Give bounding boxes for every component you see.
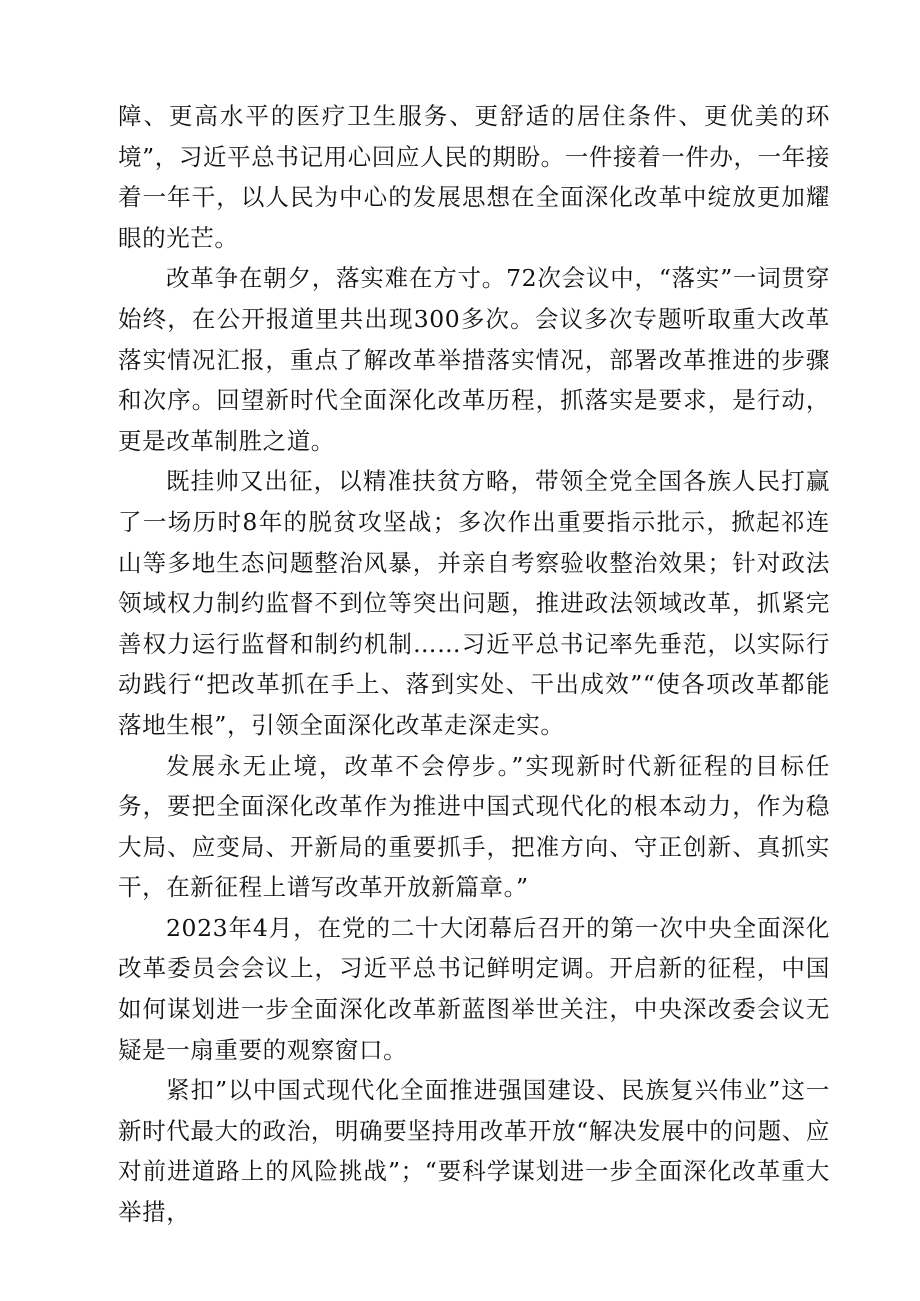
- document-body: [118, 96, 830, 1233]
- paragraph-5: 2023年4月，在党的二十大闭幕后召开的第一次中央全面深化改革委员会会议上，习近平总书记鲜明定调。开启新的征程，中国如何谋划进一步全面深化改革新蓝图举世关注，中央深改委会议无疑是一扇重要的观察窗口。: [118, 913, 830, 1064]
- paragraph-4: 发展永无止境，改革不会停步。”实现新时代新征程的目标任务，要把全面深化改革作为推进中国式现代化的根本动力，作为稳大局、应变局、开新局的重要抓手，把准方向、守正创新、真抓实干，在新征程上谱写改革开放新篇章。”: [118, 751, 830, 902]
- paragraph-3: 既挂帅又出征，以精准扶贫方略，带领全党全国各族人民打赢了一场历时8年的脱贫攻坚战；多次作出重要指示批示，掀起祁连山等多地生态问题整治风暴，并亲自考察验收整治效果；针对政法领域权力制约监督不到位等突出问题，推进政法领域改革，抓紧完善权力运行监督和制约机制……习近平总书记率先垂范，以实际行动践行“把改革抓在手上、落到实处、干出成效”“使各项改革都能落地生根”，引领全面深化改革走深走实。: [118, 467, 830, 739]
- paragraph-6: 紧扣”以中国式现代化全面推进强国建设、民族复兴伟业”这一新时代最大的政治，明确要坚持用改革开放“解决发展中的问题、应对前进道路上的风险挑战”；“要科学谋划进一步全面深化改革重大举措，: [118, 1076, 830, 1227]
- paragraph-2: 改革争在朝夕，落实难在方寸。72次会议中，“落实”一词贯穿始终，在公开报道里共出现300多次。会议多次专题听取重大改革落实情况汇报，重点了解改革举措落实情况，部署改革推进的步骤和次序。回望新时代全面深化改革历程，抓落实是要求，是行动，更是改革制胜之道。: [118, 264, 830, 455]
- paragraph-1: 障、更高水平的医疗卫生服务、更舒适的居住条件、更优美的环境”，习近平总书记用心回应人民的期盼。一件接着一件办，一年接着一年干，以人民为中心的发展思想在全面深化改革中绽放更加耀眼的光芒。: [118, 102, 830, 252]
